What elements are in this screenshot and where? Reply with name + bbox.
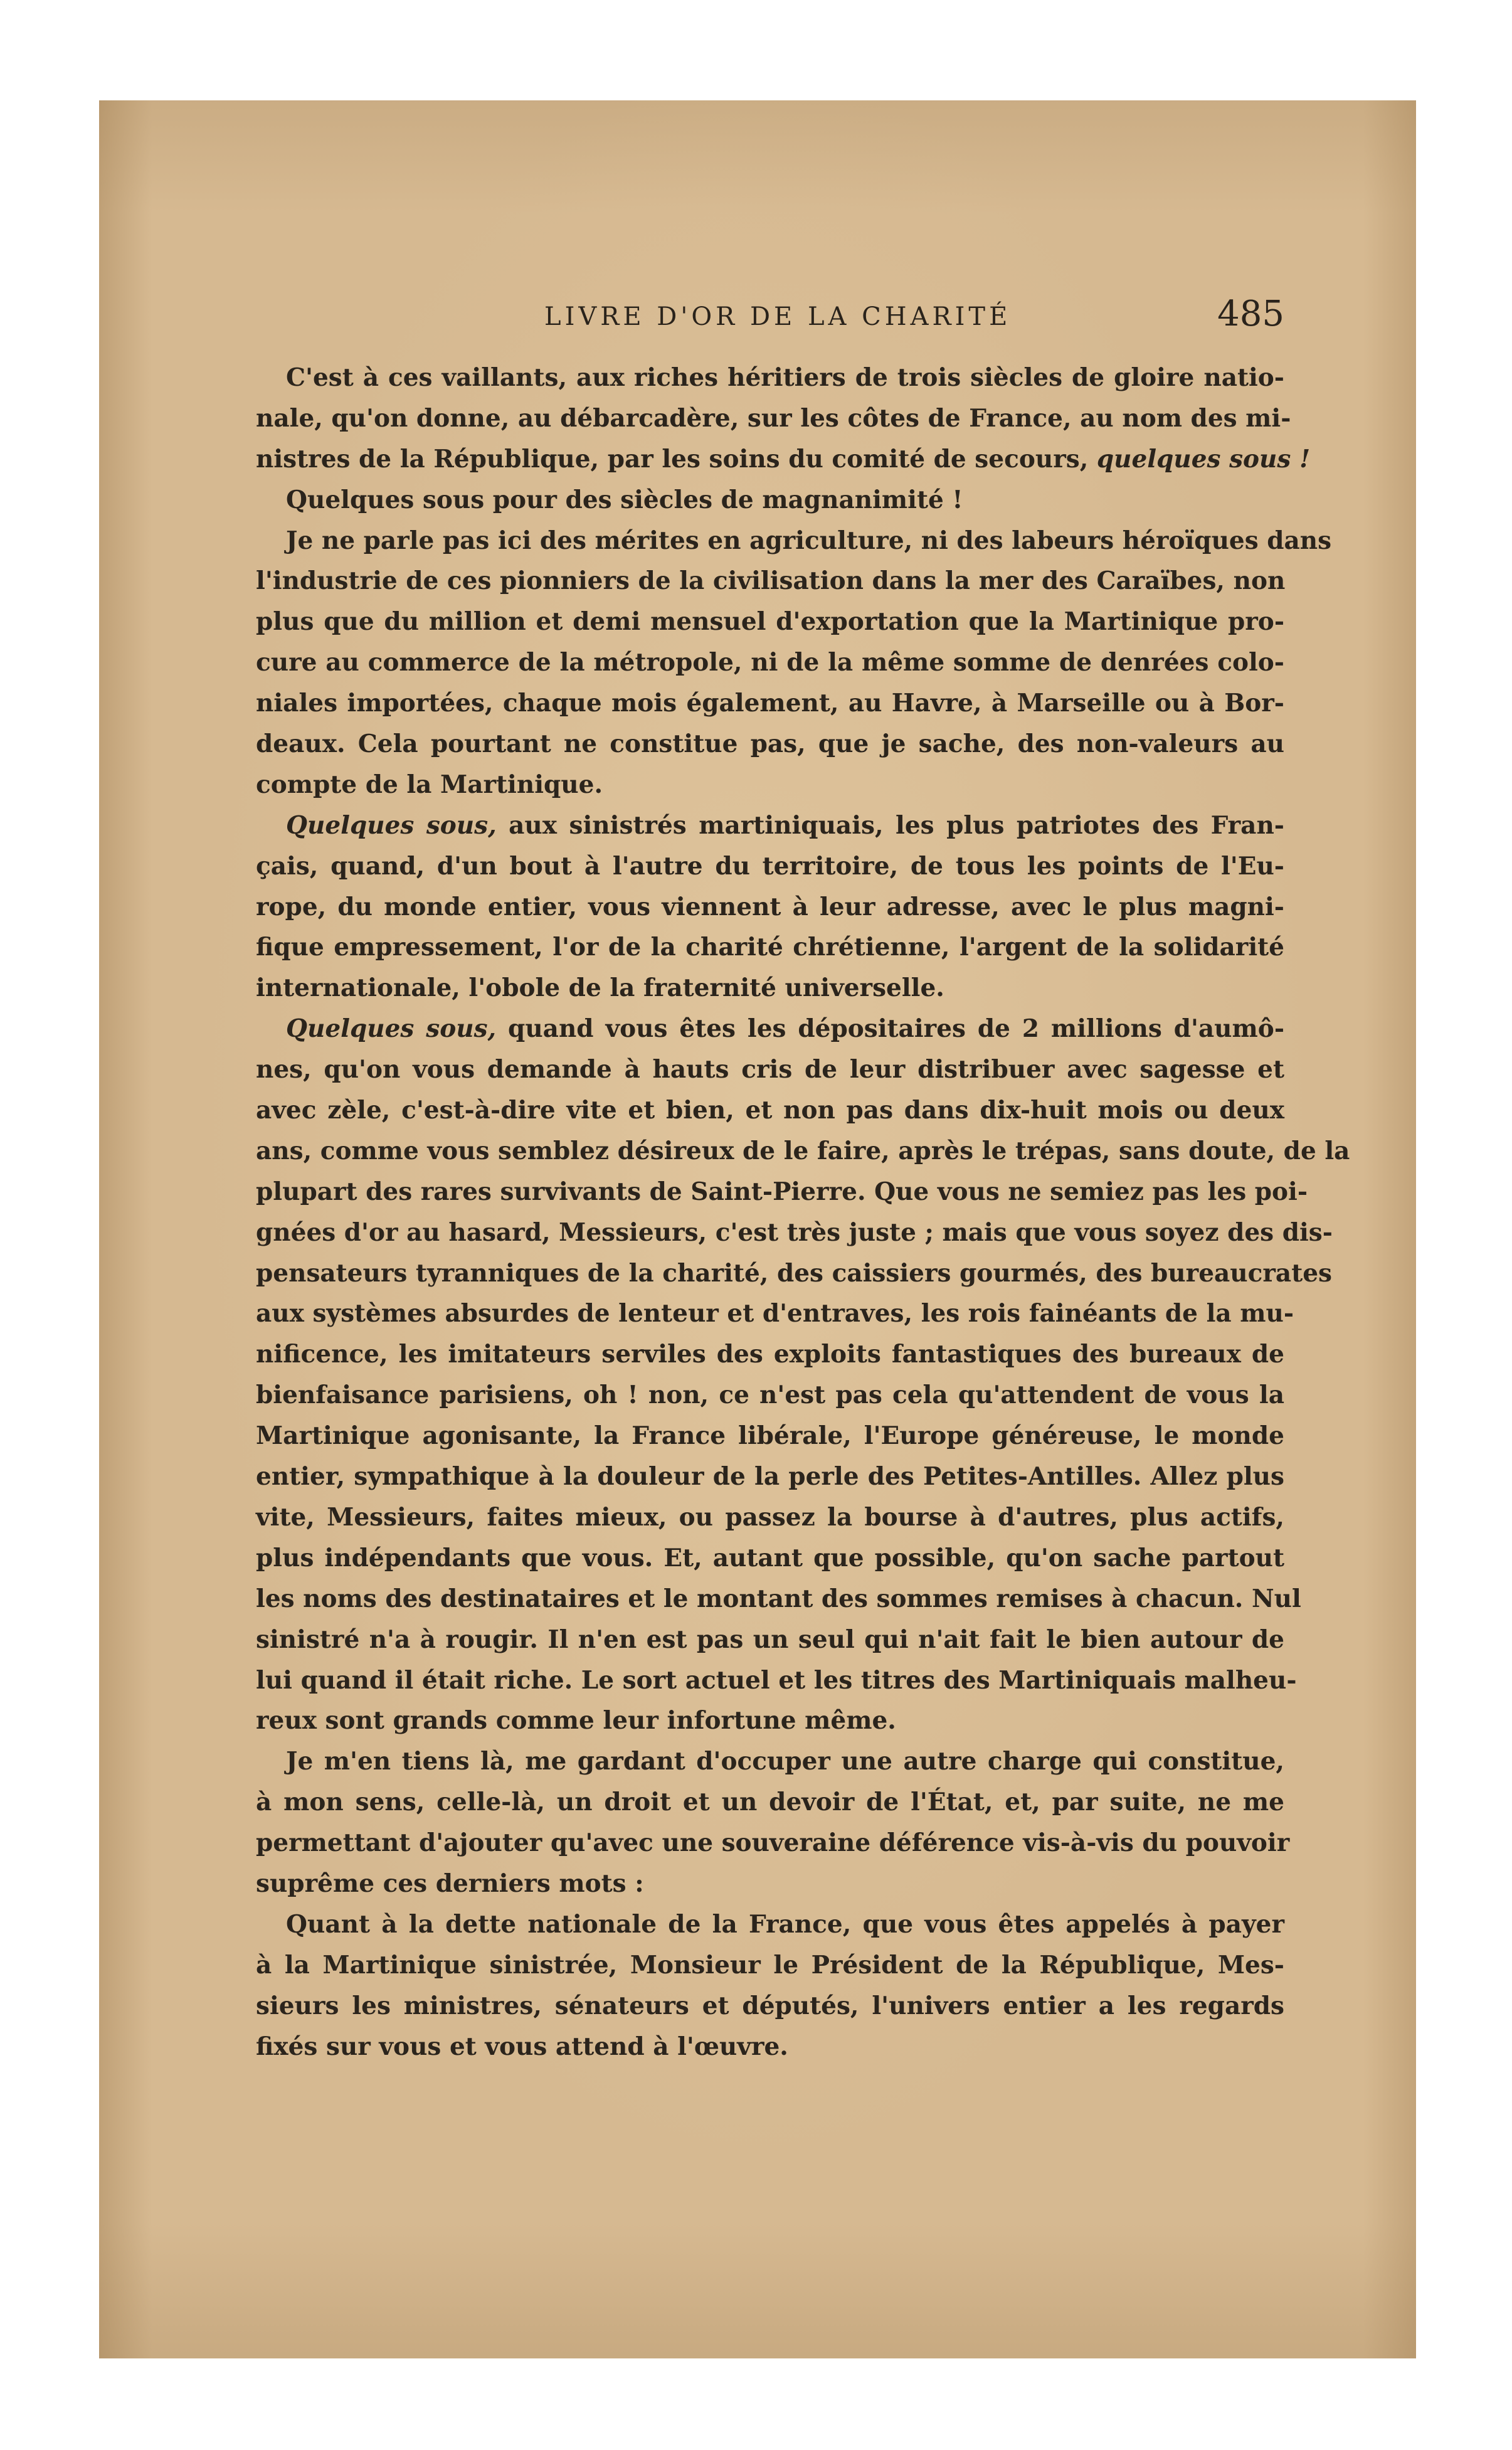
text-line: Martinique agonisante, la France libérale, l'Europe généreuse, le monde bbox=[256, 1421, 1284, 1451]
text-line: nale, qu'on donne, au débarcadère, sur les côtes de France, au nom des mi- bbox=[256, 403, 1291, 433]
text-line: à la Martinique sinistrée, Monsieur le Président de la République, Mes- bbox=[256, 1950, 1284, 1980]
text-line: fique empressement, l'or de la charité chrétienne, l'argent de la solidarité bbox=[256, 933, 1284, 962]
text-line: entier, sympathique à la douleur de la perle des Petites-Antilles. Allez plus bbox=[256, 1462, 1284, 1492]
italic-phrase: quelques sous ! bbox=[1096, 444, 1311, 474]
text-line: plus que du million et demi mensuel d'exportation que la Martinique pro- bbox=[256, 607, 1284, 637]
text-line: sinistré n'a à rougir. Il n'en est pas un seul qui n'ait fait le bien autour de bbox=[256, 1625, 1284, 1654]
text-line: compte de la Martinique. bbox=[256, 770, 603, 799]
text-line: permettant d'ajouter qu'avec une souveraine déférence vis-à-vis du pouvoir bbox=[256, 1828, 1290, 1858]
text-line: Quant à la dette nationale de la France, que vous êtes appelés à payer bbox=[286, 1909, 1284, 1939]
text-line: Quelques sous pour des siècles de magnanimité ! bbox=[286, 485, 963, 514]
text-line: deaux. Cela pourtant ne constitue pas, que je sache, des non-valeurs au bbox=[256, 729, 1284, 759]
text-line: internationale, l'obole de la fraternité universelle. bbox=[256, 973, 944, 1003]
text-line: çais, quand, d'un bout à l'autre du territoire, de tous les points de l'Eu- bbox=[256, 851, 1284, 881]
page-number: 485 bbox=[1217, 294, 1284, 334]
text-line: C'est à ces vaillants, aux riches héritiers de trois siècles de gloire natio- bbox=[286, 363, 1284, 392]
text-line: reux sont grands comme leur infortune même. bbox=[256, 1706, 896, 1736]
text-line: à mon sens, celle-là, un droit et un devoir de l'État, et, par suite, ne me bbox=[256, 1788, 1284, 1817]
text-line: bienfaisance parisiens, oh ! non, ce n'est pas cela qu'attendent de vous la bbox=[256, 1381, 1284, 1410]
text-line: Je ne parle pas ici des mérites en agriculture, ni des labeurs héroïques dans bbox=[286, 526, 1332, 555]
text-line: sieurs les ministres, sénateurs et députés, l'univers entier a les regards bbox=[256, 1991, 1284, 2020]
running-title: LIVRE D'OR DE LA CHARITÉ bbox=[544, 302, 1012, 331]
text-line: les noms des destinataires et le montant des sommes remises à chacun. Nul bbox=[256, 1584, 1301, 1613]
text-line: plus indépendants que vous. Et, autant que possible, qu'on sache partout bbox=[256, 1543, 1284, 1572]
page-header bbox=[256, 289, 1284, 339]
text-line: lui quand il était riche. Le sort actuel et les titres des Martiniquais malheu- bbox=[256, 1665, 1297, 1695]
text-line: Quelques sous, quand vous êtes les dépositaires de 2 millions d'aumô- bbox=[286, 1014, 1285, 1044]
text-line: niales importées, chaque mois également, au Havre, à Marseille ou à Bor- bbox=[256, 689, 1284, 718]
text-line: nes, qu'on vous demande à hauts cris de leur distribuer avec sagesse et bbox=[256, 1055, 1284, 1084]
text-line: cure au commerce de la métropole, ni de la même somme de denrées colo- bbox=[256, 648, 1284, 677]
text-line: Je m'en tiens là, me gardant d'occuper une autre charge qui constitue, bbox=[286, 1747, 1284, 1776]
text-line: vite, Messieurs, faites mieux, ou passez la bourse à d'autres, plus actifs, bbox=[256, 1502, 1284, 1532]
text-line: fixés sur vous et vous attend à l'œuvre. bbox=[256, 2032, 788, 2061]
text-line: gnées d'or au hasard, Messieurs, c'est très juste ; mais que vous soyez des dis- bbox=[256, 1217, 1333, 1247]
text-line: suprême ces derniers mots : bbox=[256, 1869, 644, 1898]
text-line: avec zèle, c'est-à-dire vite et bien, et non pas dans dix-huit mois ou deux bbox=[256, 1096, 1284, 1125]
text-line: nificence, les imitateurs serviles des exploits fantastiques des bureaux de bbox=[256, 1340, 1284, 1369]
text-line: aux systèmes absurdes de lenteur et d'entraves, les rois fainéants de la mu- bbox=[256, 1299, 1294, 1328]
text-line: l'industrie de ces pionniers de la civilisation dans la mer des Caraïbes, non bbox=[256, 566, 1286, 596]
italic-phrase: Quelques sous, bbox=[286, 1014, 497, 1044]
text-line: nistres de la République, par les soins du comité de secours, quelques sous ! bbox=[256, 444, 1311, 474]
book-page bbox=[99, 100, 1416, 2358]
text-line: ans, comme vous semblez désireux de le faire, après le trépas, sans doute, de la bbox=[256, 1136, 1350, 1165]
text-line: Quelques sous, aux sinistrés martiniquais, les plus patriotes des Fran- bbox=[286, 810, 1284, 840]
body-text bbox=[256, 358, 1350, 2067]
italic-phrase: Quelques sous, bbox=[286, 810, 497, 840]
text-line: rope, du monde entier, vous viennent à leur adresse, avec le plus magni- bbox=[256, 892, 1284, 921]
text-line: pensateurs tyranniques de la charité, des caissiers gourmés, des bureaucrates bbox=[256, 1258, 1332, 1288]
text-line: plupart des rares survivants de Saint-Pierre. Que vous ne semiez pas les poi- bbox=[256, 1177, 1308, 1206]
